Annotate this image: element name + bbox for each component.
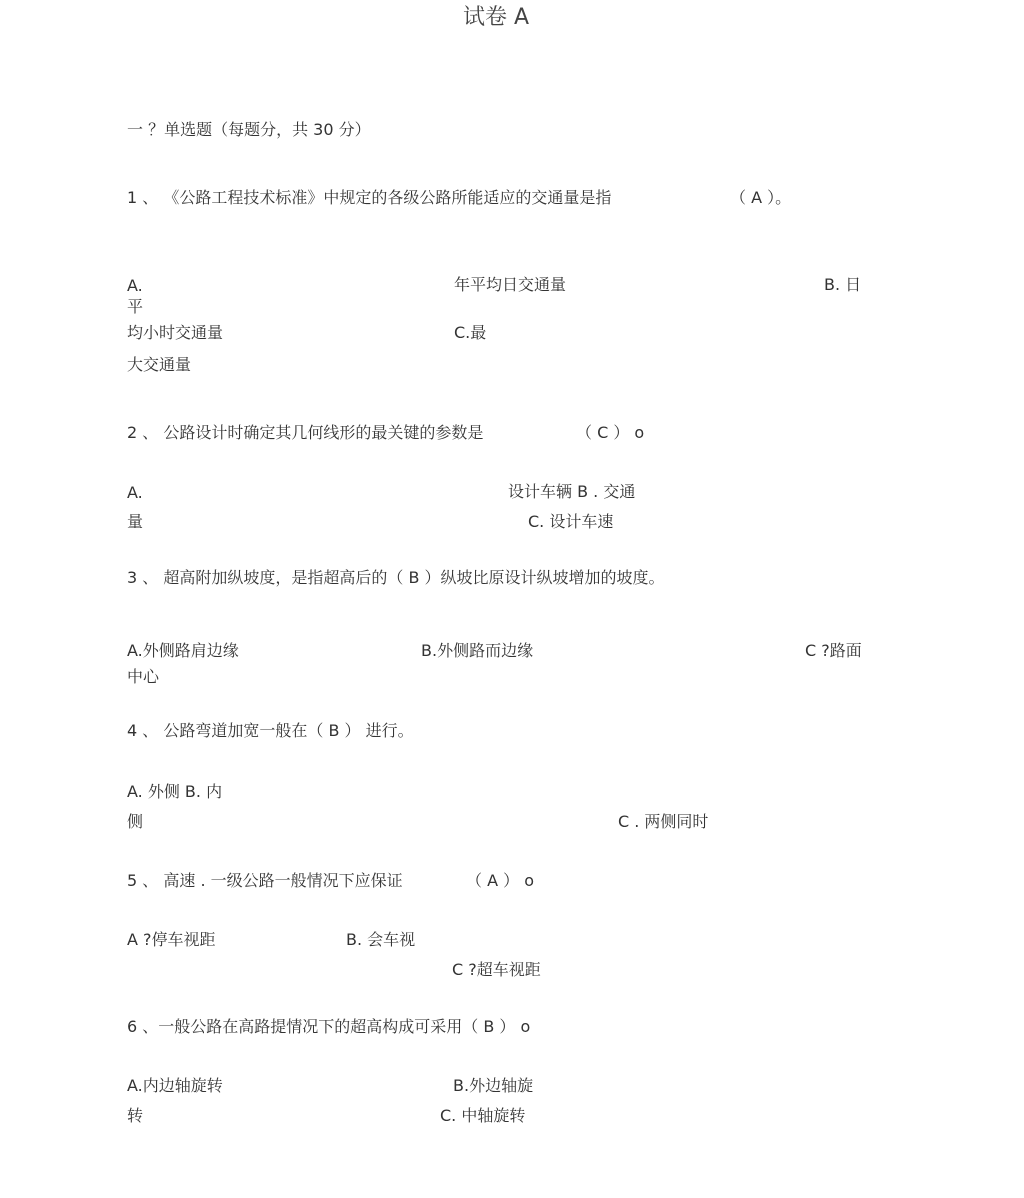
section-heading: 一 ？单选题（每题分，共 30 分）: [127, 120, 371, 139]
question-5-option: C ?超车视距: [452, 960, 541, 979]
question-2-option: 设计车辆 B . 交通: [508, 482, 636, 501]
question-6-option: 转: [127, 1106, 144, 1125]
question-3-option: C ?路面: [805, 641, 862, 660]
question-5-option: B. 会车视: [346, 930, 416, 949]
question-1-option: 均小时交通量: [127, 323, 224, 342]
question-4-option: 侧: [127, 812, 144, 831]
question-3-stem: 3 、 超高附加纵坡度，是指超高后的（ B ）纵坡比原设计纵坡增加的坡度。: [127, 568, 665, 587]
question-2-answer: （ C ） o: [576, 423, 645, 442]
question-4-option: A. 外侧 B. 内: [127, 782, 223, 801]
question-2-option: 量: [127, 512, 144, 531]
question-1-stem: 1 、 《公路工程技术标准》中规定的各级公路所能适应的交通量是指: [127, 188, 612, 207]
question-4-stem: 4 、 公路弯道加宽一般在（ B ） 进行。: [127, 721, 414, 740]
question-1-option: 平: [127, 297, 144, 316]
question-2-option: A.: [127, 483, 143, 502]
question-2-option: C. 设计车速: [528, 512, 614, 531]
question-1-option: B. 日: [824, 275, 862, 294]
question-6-option: C. 中轴旋转: [440, 1106, 526, 1125]
question-1-option: C.最: [454, 323, 487, 342]
question-3-option: 中心: [127, 667, 160, 686]
question-4-option: C . 两侧同时: [618, 812, 709, 831]
question-1-answer: （ A ）。: [730, 188, 792, 207]
question-3-option: B.外侧路而边缘: [421, 641, 534, 660]
question-3-option: A.外侧路肩边缘: [127, 641, 239, 660]
question-1-option: 大交通量: [127, 355, 192, 374]
question-1-option: A.: [127, 276, 143, 295]
question-1-option: 年平均日交通量: [454, 275, 567, 294]
question-6-option: A.内边轴旋转: [127, 1076, 223, 1095]
page-title: 试卷 A: [463, 5, 530, 30]
question-2-stem: 2 、 公路设计时确定其几何线形的最关键的参数是: [127, 423, 484, 442]
question-6-stem: 6 、一般公路在高路提情况下的超高构成可采用（ B ） o: [127, 1017, 531, 1036]
question-5-option: A ?停车视距: [127, 930, 216, 949]
question-6-option: B.外边轴旋: [453, 1076, 534, 1095]
question-5-answer: （ A ） o: [466, 871, 534, 890]
question-5-stem: 5 、 高速 . 一级公路一般情况下应保证: [127, 871, 403, 890]
